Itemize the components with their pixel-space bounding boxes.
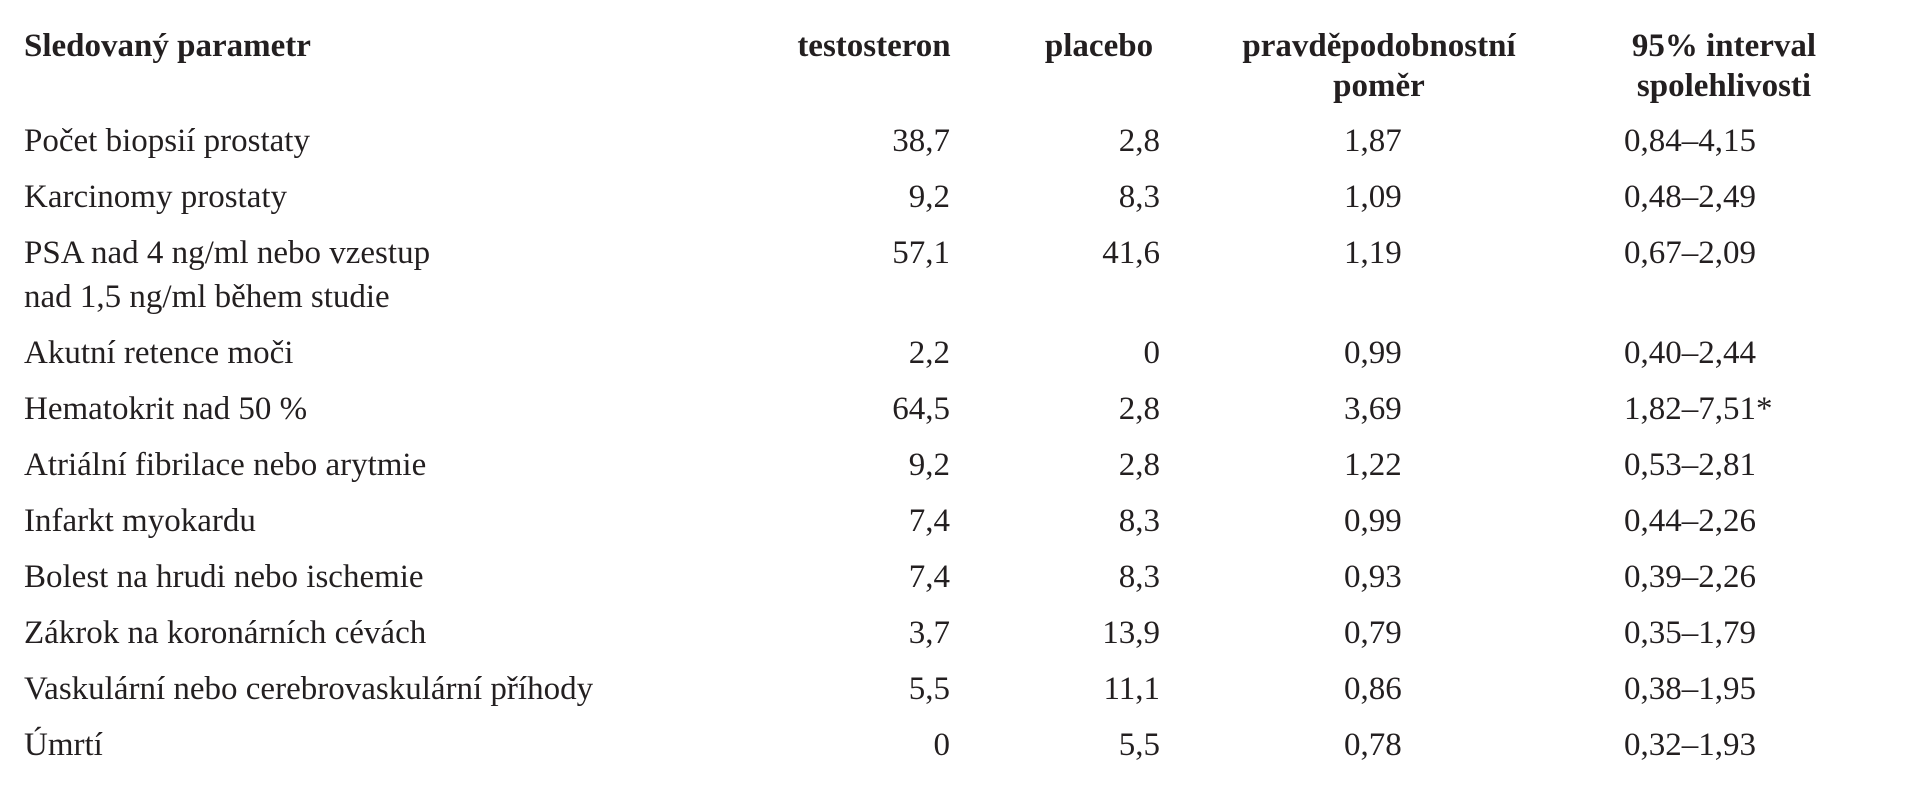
odds-ratio-value: 1,19	[1344, 235, 1402, 271]
testosterone-value: 2,2	[908, 335, 950, 371]
odds-ratio-value: 0,93	[1344, 559, 1402, 595]
cell-testosterone	[764, 226, 984, 326]
table-row	[24, 662, 1904, 718]
header-parameter	[24, 20, 764, 114]
table-row	[24, 606, 1904, 662]
cell-testosterone	[764, 606, 984, 662]
testosterone-value: 0	[933, 727, 950, 763]
parameter-text: Hematokrit nad 50 %	[24, 391, 308, 427]
placebo-value: 2,8	[1118, 447, 1160, 483]
cell-testosterone	[764, 662, 984, 718]
placebo-value: 41,6	[1102, 235, 1160, 271]
testosterone-value: 7,4	[908, 559, 950, 595]
cell-placebo	[984, 718, 1214, 774]
parameter-text: Úmrtí	[24, 727, 103, 763]
cell-placebo	[984, 170, 1214, 226]
placebo-value: 2,8	[1118, 123, 1160, 159]
cell-odds-ratio	[1214, 438, 1544, 494]
odds-ratio-value: 1,09	[1344, 179, 1402, 215]
placebo-value: 13,9	[1102, 615, 1160, 651]
cell-parameter	[24, 382, 764, 438]
cell-testosterone	[764, 718, 984, 774]
ci-value: 0,40–2,44	[1624, 335, 1756, 371]
testosterone-value: 9,2	[908, 447, 950, 483]
cell-testosterone	[764, 438, 984, 494]
ci-value: 0,84–4,15	[1624, 123, 1756, 159]
cell-parameter	[24, 438, 764, 494]
cell-testosterone	[764, 170, 984, 226]
table-row	[24, 438, 1904, 494]
ci-value: 0,38–1,95	[1624, 671, 1756, 707]
parameter-text: Zákrok na koronárních cévách	[24, 615, 427, 651]
cell-testosterone	[764, 114, 984, 170]
cell-confidence-interval	[1544, 662, 1904, 718]
odds-ratio-value: 0,99	[1344, 335, 1402, 371]
results-table	[24, 20, 1904, 774]
header-placebo	[984, 20, 1214, 114]
parameter-text-continued: nad 1,5 ng/ml během studie	[24, 279, 390, 315]
cell-placebo	[984, 326, 1214, 382]
cell-odds-ratio	[1214, 382, 1544, 438]
header-ci-line2: spolehlivosti	[1636, 68, 1812, 104]
placebo-value: 11,1	[1103, 671, 1160, 707]
table-row	[24, 382, 1904, 438]
placebo-value: 8,3	[1118, 559, 1160, 595]
parameter-text: Bolest na hrudi nebo ischemie	[24, 559, 424, 595]
cell-parameter	[24, 606, 764, 662]
ci-value: 0,39–2,26	[1624, 559, 1756, 595]
table-row	[24, 326, 1904, 382]
testosterone-value: 5,5	[908, 671, 950, 707]
header-ci-line1: 95% interval	[1631, 28, 1817, 64]
cell-parameter	[24, 718, 764, 774]
cell-placebo	[984, 438, 1214, 494]
table-row	[24, 494, 1904, 550]
table-row	[24, 550, 1904, 606]
cell-confidence-interval	[1544, 606, 1904, 662]
cell-testosterone	[764, 382, 984, 438]
cell-testosterone	[764, 326, 984, 382]
header-odds-ratio-line1: pravděpodobnostní	[1242, 28, 1516, 64]
cell-confidence-interval	[1544, 438, 1904, 494]
table-row	[24, 718, 1904, 774]
parameter-text: Atriální fibrilace nebo arytmie	[24, 447, 427, 483]
ci-value: 0,44–2,26	[1624, 503, 1756, 539]
parameter-text: PSA nad 4 ng/ml nebo vzestup	[24, 235, 431, 271]
table-row	[24, 226, 1904, 326]
cell-testosterone	[764, 494, 984, 550]
testosterone-value: 7,4	[908, 503, 950, 539]
cell-parameter	[24, 662, 764, 718]
cell-confidence-interval	[1544, 326, 1904, 382]
cell-confidence-interval	[1544, 550, 1904, 606]
header-confidence-interval	[1544, 20, 1904, 114]
cell-parameter	[24, 170, 764, 226]
testosterone-value: 9,2	[908, 179, 950, 215]
cell-placebo	[984, 114, 1214, 170]
cell-parameter	[24, 550, 764, 606]
header-odds-ratio	[1214, 20, 1544, 114]
parameter-text: Akutní retence moči	[24, 335, 294, 371]
cell-odds-ratio	[1214, 494, 1544, 550]
cell-confidence-interval	[1544, 114, 1904, 170]
cell-placebo	[984, 382, 1214, 438]
ci-value: 0,53–2,81	[1624, 447, 1756, 483]
cell-placebo	[984, 494, 1214, 550]
ci-value: 0,48–2,49	[1624, 179, 1756, 215]
parameter-text: Infarkt myokardu	[24, 503, 256, 539]
placebo-value: 8,3	[1118, 179, 1160, 215]
cell-parameter	[24, 114, 764, 170]
parameter-text: Počet biopsií prostaty	[24, 123, 310, 159]
header-odds-ratio-line2: poměr	[1333, 68, 1425, 104]
testosterone-value: 64,5	[892, 391, 950, 427]
odds-ratio-value: 1,87	[1344, 123, 1402, 159]
odds-ratio-value: 3,69	[1344, 391, 1402, 427]
cell-odds-ratio	[1214, 606, 1544, 662]
ci-value: 0,35–1,79	[1624, 615, 1756, 651]
testosterone-value: 57,1	[892, 235, 950, 271]
cell-confidence-interval	[1544, 226, 1904, 326]
parameter-text: Karcinomy prostaty	[24, 179, 288, 215]
odds-ratio-value: 0,99	[1344, 503, 1402, 539]
odds-ratio-value: 0,78	[1344, 727, 1402, 763]
cell-confidence-interval	[1544, 718, 1904, 774]
cell-parameter	[24, 494, 764, 550]
ci-value: 1,82–7,51*	[1624, 391, 1773, 427]
ci-value: 0,67–2,09	[1624, 235, 1756, 271]
testosterone-value: 38,7	[892, 123, 950, 159]
cell-confidence-interval	[1544, 382, 1904, 438]
parameter-text: Vaskulární nebo cerebrovaskulární příhody	[24, 671, 594, 707]
placebo-value: 5,5	[1118, 727, 1160, 763]
cell-odds-ratio	[1214, 114, 1544, 170]
cell-parameter	[24, 326, 764, 382]
placebo-value: 2,8	[1118, 391, 1160, 427]
header-testosterone-label: testosteron	[797, 28, 951, 64]
cell-placebo	[984, 606, 1214, 662]
table-header-row	[24, 20, 1904, 114]
header-testosterone	[764, 20, 984, 114]
odds-ratio-value: 1,22	[1344, 447, 1402, 483]
cell-parameter	[24, 226, 764, 326]
placebo-value: 0	[1143, 335, 1160, 371]
odds-ratio-value: 0,79	[1344, 615, 1402, 651]
header-placebo-label: placebo	[1044, 28, 1154, 64]
cell-placebo	[984, 662, 1214, 718]
table-body	[24, 114, 1904, 774]
cell-testosterone	[764, 550, 984, 606]
cell-odds-ratio	[1214, 170, 1544, 226]
testosterone-value: 3,7	[908, 615, 950, 651]
odds-ratio-value: 0,86	[1344, 671, 1402, 707]
cell-placebo	[984, 226, 1214, 326]
cell-confidence-interval	[1544, 170, 1904, 226]
cell-confidence-interval	[1544, 494, 1904, 550]
cell-odds-ratio	[1214, 662, 1544, 718]
header-parameter-label: Sledovaný parametr	[24, 28, 311, 64]
cell-odds-ratio	[1214, 718, 1544, 774]
table-row	[24, 170, 1904, 226]
placebo-value: 8,3	[1118, 503, 1160, 539]
cell-odds-ratio	[1214, 226, 1544, 326]
table-row	[24, 114, 1904, 170]
ci-value: 0,32–1,93	[1624, 727, 1756, 763]
cell-placebo	[984, 550, 1214, 606]
cell-odds-ratio	[1214, 326, 1544, 382]
cell-odds-ratio	[1214, 550, 1544, 606]
